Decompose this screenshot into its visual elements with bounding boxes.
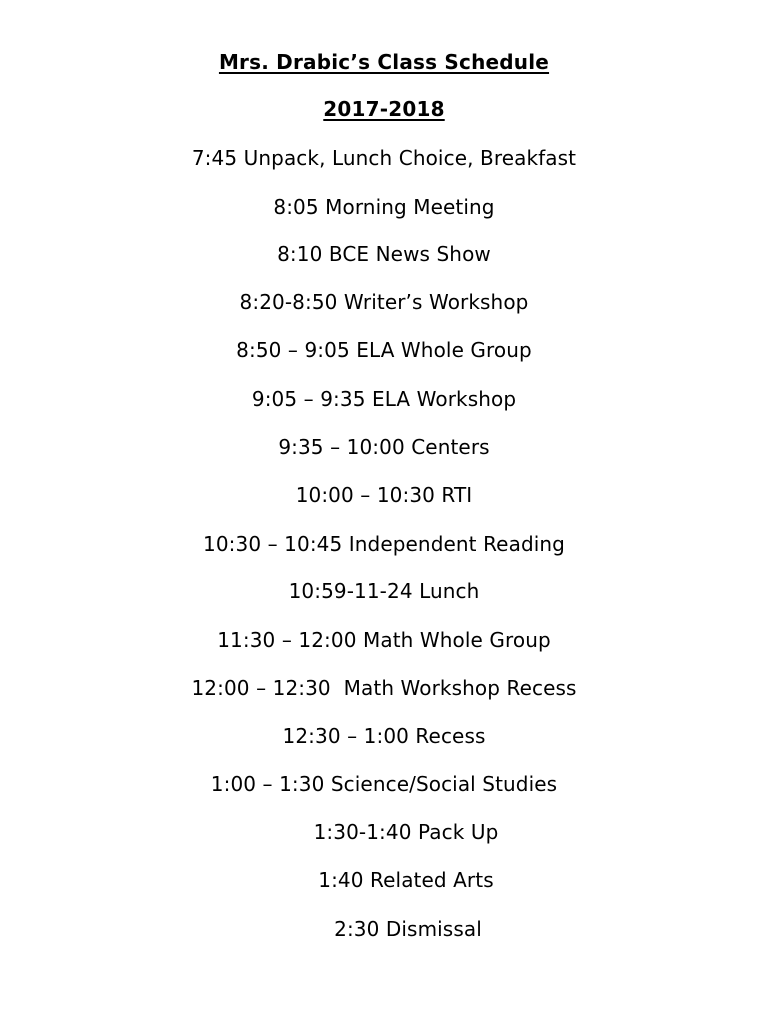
schedule-item: 9:35 – 10:00 Centers [278, 435, 490, 459]
schedule-item: 10:59-11-24 Lunch [288, 579, 480, 603]
schedule-item: 11:30 – 12:00 Math Whole Group [217, 628, 551, 652]
schedule-item: 1:40 Related Arts [318, 868, 494, 892]
schedule-item: 1:00 – 1:30 Science/Social Studies [210, 772, 558, 796]
schedule-item: 8:20-8:50 Writer’s Workshop [239, 290, 529, 314]
schedule-item: 9:05 – 9:35 ELA Workshop [251, 387, 517, 411]
schedule-item: 10:00 – 10:30 RTI [295, 483, 473, 507]
schedule-item: 8:10 BCE News Show [277, 242, 491, 266]
schedule-item: 2:30 Dismissal [334, 917, 482, 941]
school-year: 2017-2018 [323, 97, 445, 121]
page-title: Mrs. Drabic’s Class Schedule [218, 50, 550, 74]
schedule-item: 1:30-1:40 Pack Up [313, 820, 499, 844]
schedule-item: 7:45 Unpack, Lunch Choice, Breakfast [191, 146, 577, 170]
schedule-item: 12:30 – 1:00 Recess [282, 724, 486, 748]
schedule-item: 12:00 – 12:30 Math Workshop Recess [191, 676, 577, 700]
schedule-item: 10:30 – 10:45 Independent Reading [203, 532, 565, 556]
schedule-item: 8:50 – 9:05 ELA Whole Group [236, 338, 532, 362]
schedule-item: 8:05 Morning Meeting [273, 195, 495, 219]
